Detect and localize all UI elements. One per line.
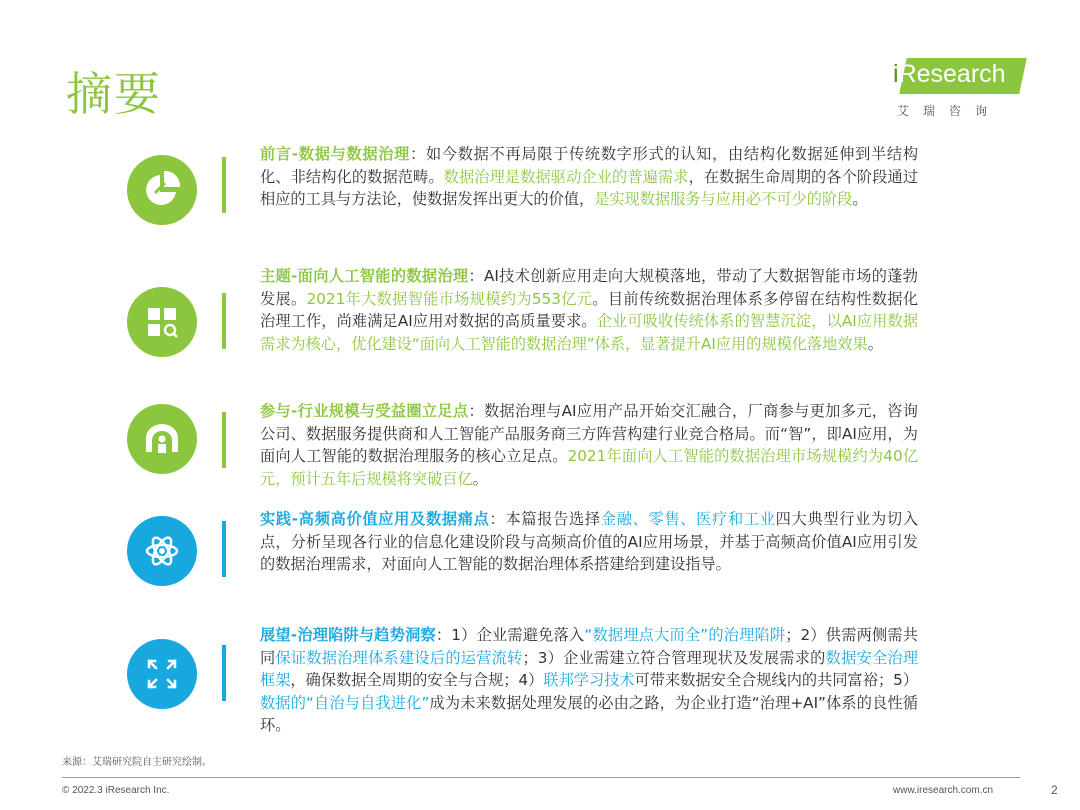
body-text: ：AI技术创新应用走向大规模落地，带动了大数据智能市场的蓬勃发展。: [260, 267, 918, 308]
body-text: 四大典型行业为切入点，分析呈现各行业的信息化建设阶段与高频高价值的AI应用场景，并基于高频高价值AI应用引发的数据治理需求，对面向人工智能的数据治理体系搭建给到建设指导。: [260, 510, 919, 574]
section-text: [260, 265, 918, 355]
highlighted-text: 数据的“自治与自我进化”: [260, 693, 430, 712]
section-text: [260, 400, 918, 490]
body-text: ：如今数据不再局限于传统数字形式的认知，由结构化数据延伸到半结构化、非结构化的数据范畴。: [260, 145, 919, 186]
body-text: 。: [852, 190, 868, 209]
section-heading: 主题-面向人工智能的数据治理: [260, 267, 469, 285]
body-text: 。: [867, 334, 883, 353]
logo-subtitle: 艾瑞咨询: [897, 104, 1002, 118]
source-note: 来源：艾瑞研究院自主研究绘制。: [62, 757, 212, 768]
highlighted-text: 企业可吸收传统体系的智慧沉淀，以AI应用数据需求为核心，优化建设“面向人工智能的数据治理”体系，显著提升AI应用的规模化落地效果: [260, 312, 919, 353]
app-grid-search-icon: [127, 287, 197, 357]
pie-chart-icon: [127, 155, 197, 225]
body-text: 可带来数据安全合规线内的共同富裕；5）: [634, 671, 919, 690]
highlighted-text: 数据治理是数据驱动企业的普遍需求: [443, 167, 689, 186]
section-divider-bar: [222, 645, 226, 701]
body-text: ，在数据生命周期的各个阶段通过相应的工具与方法论，使数据发挥出更大的价值，: [260, 167, 919, 209]
section-heading: 展望-治理陷阱与趋势洞察: [260, 626, 436, 644]
section-text: [260, 624, 918, 737]
body-text: ，确保数据全周期的安全与合规；4）: [290, 671, 544, 690]
body-text: 。: [472, 469, 488, 488]
section-text: [260, 508, 918, 576]
body-text: 。目前传统数据治理体系多停留在结构性数据化治理工作，尚难满足AI应用对数据的高质量要求。: [260, 289, 919, 331]
highlighted-text: 联邦学习技术: [543, 671, 635, 690]
highlighted-text: 2021年面向人工智能的数据治理市场规模约为40亿元，预计五年后规模将突破百亿: [260, 447, 919, 488]
page-title: 摘要: [66, 67, 162, 121]
section-text: [260, 143, 918, 211]
section-divider-bar: [222, 412, 226, 468]
body-text: ：本篇报告选择: [489, 510, 601, 528]
section-divider-bar: [222, 293, 226, 349]
body-text: 成为未来数据处理发展的必由之路，为企业打造“治理+AI”体系的良性循环。: [260, 693, 918, 735]
iresearch-logo: [893, 56, 1028, 124]
section-heading: 实践-高频高价值应用及数据痛点: [260, 510, 490, 528]
logo-brand-rest: Research: [898, 60, 1006, 88]
expand-arrows-icon: [127, 639, 197, 709]
highlighted-text: 金融、零售、医疗和工业: [600, 510, 776, 528]
page-number: 2: [1051, 783, 1058, 797]
highlighted-text: 数据安全治理框架: [260, 648, 919, 690]
website-link[interactable]: www.iresearch.com.cn: [893, 785, 994, 796]
highlighted-text: 2021年大数据智能市场规模约为553亿元: [306, 289, 593, 308]
section-heading: 参与-行业规模与受益圈立足点: [260, 402, 469, 420]
body-text: ；3）企业需建立符合管理现状及发展需求的: [522, 648, 826, 667]
people-arch-icon: [127, 404, 197, 474]
atom-icon: [127, 516, 197, 586]
body-text: ：1）企业需避免落入: [435, 626, 585, 644]
logo-brand: [893, 60, 1006, 89]
logo-brand-i: i: [893, 60, 899, 88]
highlighted-text: 是实现数据服务与应用必不可少的阶段: [594, 190, 853, 209]
section-divider-bar: [222, 157, 226, 213]
body-text: ：数据治理与AI应用产品开始交汇融合，厂商参与更加多元，咨询公司、数据服务提供商和人工智能产品服务商三方阵营构建行业竞合格局。而“智”，即AI应用，为面向人工智能的数据治理服务的核心立足点。: [260, 402, 918, 466]
copyright: © 2022.3 iResearch Inc.: [62, 785, 170, 796]
section-heading: 前言-数据与数据治理: [260, 145, 411, 163]
section-divider-bar: [222, 521, 226, 577]
highlighted-text: “数据埋点大而全”的治理陷阱: [584, 626, 786, 644]
highlighted-text: 保证数据治理体系建设后的运营流转: [275, 648, 523, 667]
footer-divider: [62, 777, 1020, 778]
body-text: ；2）供需两侧需共同: [260, 626, 918, 667]
